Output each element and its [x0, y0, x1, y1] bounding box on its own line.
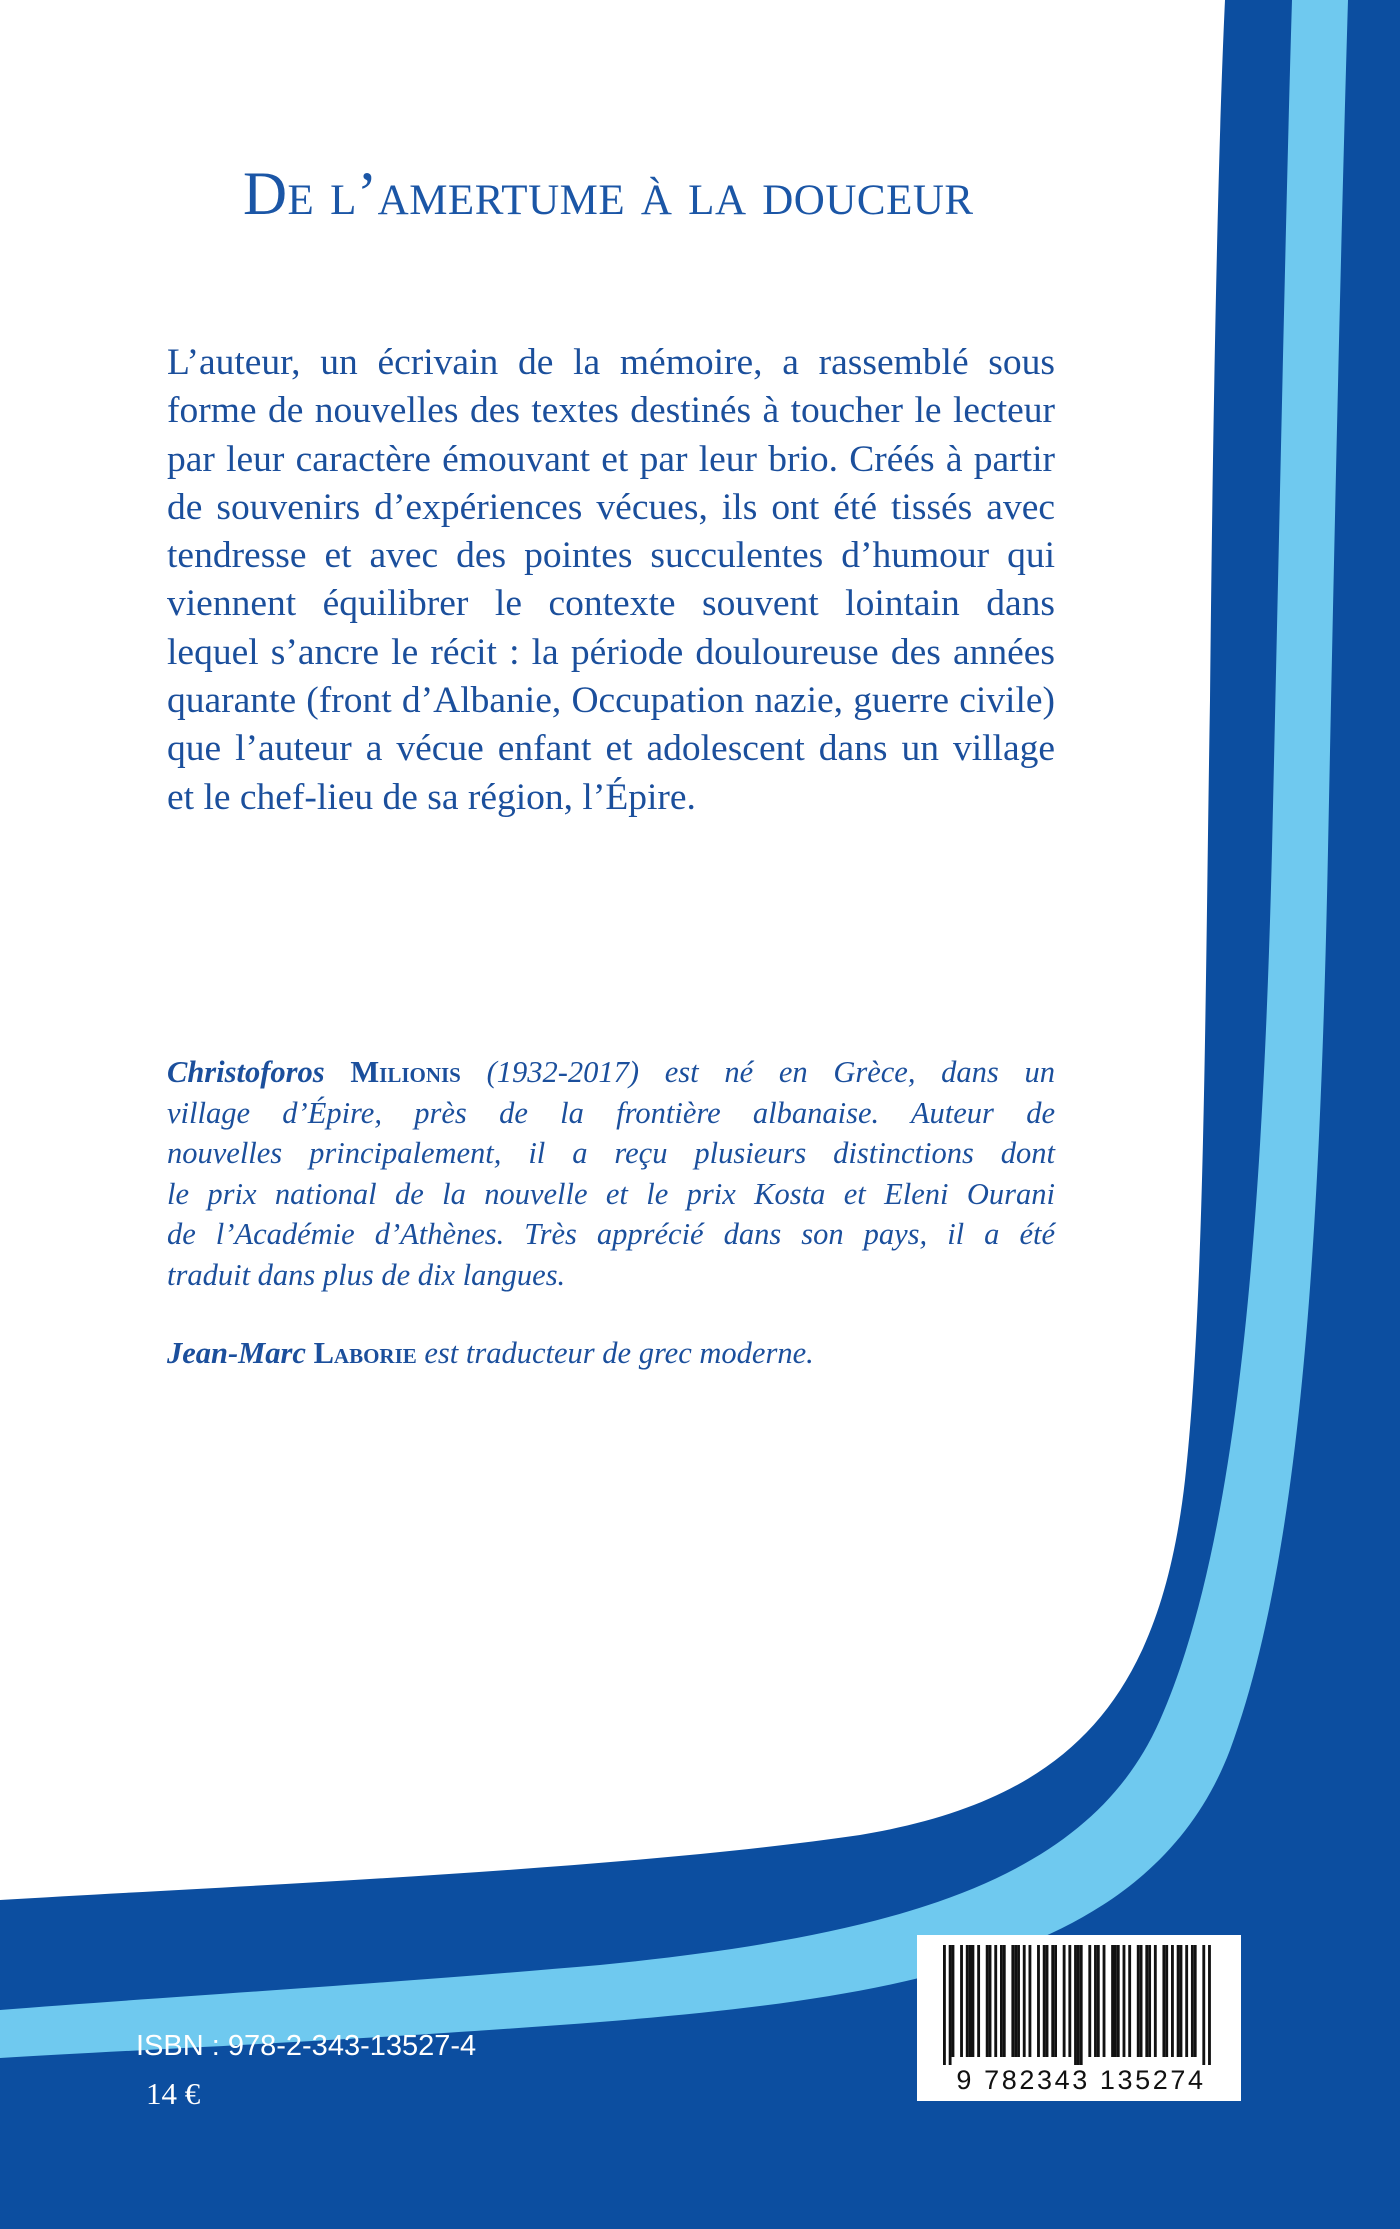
barcode-bar	[1068, 1945, 1071, 2057]
barcode-bar	[1145, 1945, 1148, 2057]
bio-line: le prix national de la nouvelle et le prix Kosta et Eleni Ourani	[167, 1176, 1055, 1211]
barcode-bar	[969, 1945, 972, 2057]
author-first-name: Christoforos	[167, 1055, 325, 1089]
barcode-bar	[1017, 1945, 1020, 2057]
blurb-line: quarante (front d’Albanie, Occupation nazie, guerre civile)	[167, 680, 1055, 722]
barcode-bar	[1148, 1945, 1151, 2057]
barcode-bar	[1023, 1945, 1026, 2057]
blurb-line: viennent équilibrer le contexte souvent lointain dans	[167, 583, 1055, 625]
barcode-bar	[1117, 1945, 1120, 2057]
author-bio	[167, 1052, 1055, 1295]
barcode-bar	[1014, 1945, 1017, 2057]
translator-last-name: Laborie	[313, 1336, 417, 1370]
blurb-line: de souvenirs d’expériences vécues, ils ont été tissés avec	[167, 486, 1055, 528]
translator-first-name: Jean-Marc	[167, 1336, 306, 1370]
blurb-line: et le chef-lieu de sa région, l’Épire.	[167, 776, 696, 818]
barcode-bar	[1074, 1945, 1077, 2065]
barcode-bar	[994, 1945, 997, 2057]
barcode-bar	[960, 1945, 963, 2057]
bio-line-first	[167, 1052, 1055, 1093]
barcode-bar	[1180, 1945, 1183, 2057]
blurb-line: tendresse et avec des pointes succulentes d’humour qui	[167, 535, 1055, 577]
barcode-bar	[1194, 1945, 1197, 2057]
barcode-bar	[1003, 1945, 1006, 2057]
barcode-bar	[1171, 1945, 1174, 2057]
barcode-bar	[1080, 1945, 1083, 2065]
barcode-bar	[986, 1945, 989, 2057]
barcode-bar	[1063, 1945, 1066, 2057]
barcode-bar	[949, 1945, 952, 2065]
blurb-line: par leur caractère émouvant et par leur brio. Créés à partir	[167, 438, 1055, 480]
barcode-bar	[1208, 1945, 1211, 2065]
barcode-bar	[1140, 1945, 1143, 2057]
author-last-name: Milionis	[350, 1055, 461, 1089]
barcode-bar	[1165, 1945, 1168, 2057]
barcode-bar	[1088, 1945, 1091, 2057]
barcode-bar	[966, 1945, 969, 2057]
barcode-bar	[1162, 1945, 1165, 2057]
barcode-bar	[1185, 1945, 1188, 2057]
blurb-line: que l’auteur a vécue enfant et adolescent dans un village	[167, 728, 1055, 770]
barcode-bar	[1046, 1945, 1049, 2057]
book-title: De l’amertume à la douceur	[243, 161, 974, 228]
barcode-bar	[1114, 1945, 1117, 2057]
barcode-bar	[972, 1945, 975, 2057]
blurb-line: lequel s’ancre le récit : la période douloureuse des années	[167, 631, 1055, 673]
isbn-text: ISBN : 978-2-343-13527-4	[136, 2030, 477, 2062]
barcode-bar	[1054, 1945, 1057, 2057]
barcode-bar	[1111, 1945, 1114, 2057]
barcode-bar	[1051, 1945, 1054, 2057]
barcode-bar	[1154, 1945, 1157, 2057]
translator-note	[167, 1333, 1055, 1373]
barcode-bar	[1191, 1945, 1194, 2057]
barcode-bar	[1177, 1945, 1180, 2057]
bio-line-rest: (1932-2017) est né en Grèce, dans un	[486, 1055, 1056, 1089]
barcode-digits: 9 782343 135274	[956, 2065, 1206, 2095]
barcode-bar	[943, 1945, 946, 2065]
barcode-bar	[1043, 1945, 1046, 2057]
barcode-bar	[952, 1945, 955, 2057]
barcode-bar	[989, 1945, 992, 2057]
barcode-bar	[1094, 1945, 1097, 2057]
barcode-bar	[1077, 1945, 1080, 2065]
barcode-bar	[1097, 1945, 1100, 2057]
blurb-line: forme de nouvelles des textes destinés à toucher le lecteur	[167, 390, 1055, 432]
barcode-bar	[1123, 1945, 1126, 2057]
barcode-bar	[1000, 1945, 1003, 2057]
barcode-bar	[1137, 1945, 1140, 2057]
barcode-bar	[977, 1945, 980, 2057]
barcode-bar	[1103, 1945, 1106, 2057]
translator-rest: est traducteur de grec moderne.	[424, 1336, 814, 1370]
barcode	[917, 1935, 1241, 2101]
barcode-bar	[1202, 1945, 1205, 2065]
barcode-bar	[1029, 1945, 1032, 2057]
barcode-bar	[1011, 1945, 1014, 2057]
blurb-line: L’auteur, un écrivain de la mémoire, a rassemblé sous	[167, 342, 1055, 383]
bio-line: traduit dans plus de dix langues.	[167, 1257, 566, 1292]
price-text: 14 €	[146, 2076, 201, 2111]
bio-line: village d’Épire, près de la frontière albanaise. Auteur de	[167, 1095, 1055, 1130]
barcode-bar	[1128, 1945, 1131, 2057]
bio-line: nouvelles principalement, il a reçu plusieurs distinctions dont	[167, 1136, 1055, 1170]
barcode-bar	[1037, 1945, 1040, 2057]
bio-line: de l’Académie d’Athènes. Très apprécié dans son pays, il a été	[167, 1217, 1055, 1251]
book-blurb	[167, 339, 1055, 822]
